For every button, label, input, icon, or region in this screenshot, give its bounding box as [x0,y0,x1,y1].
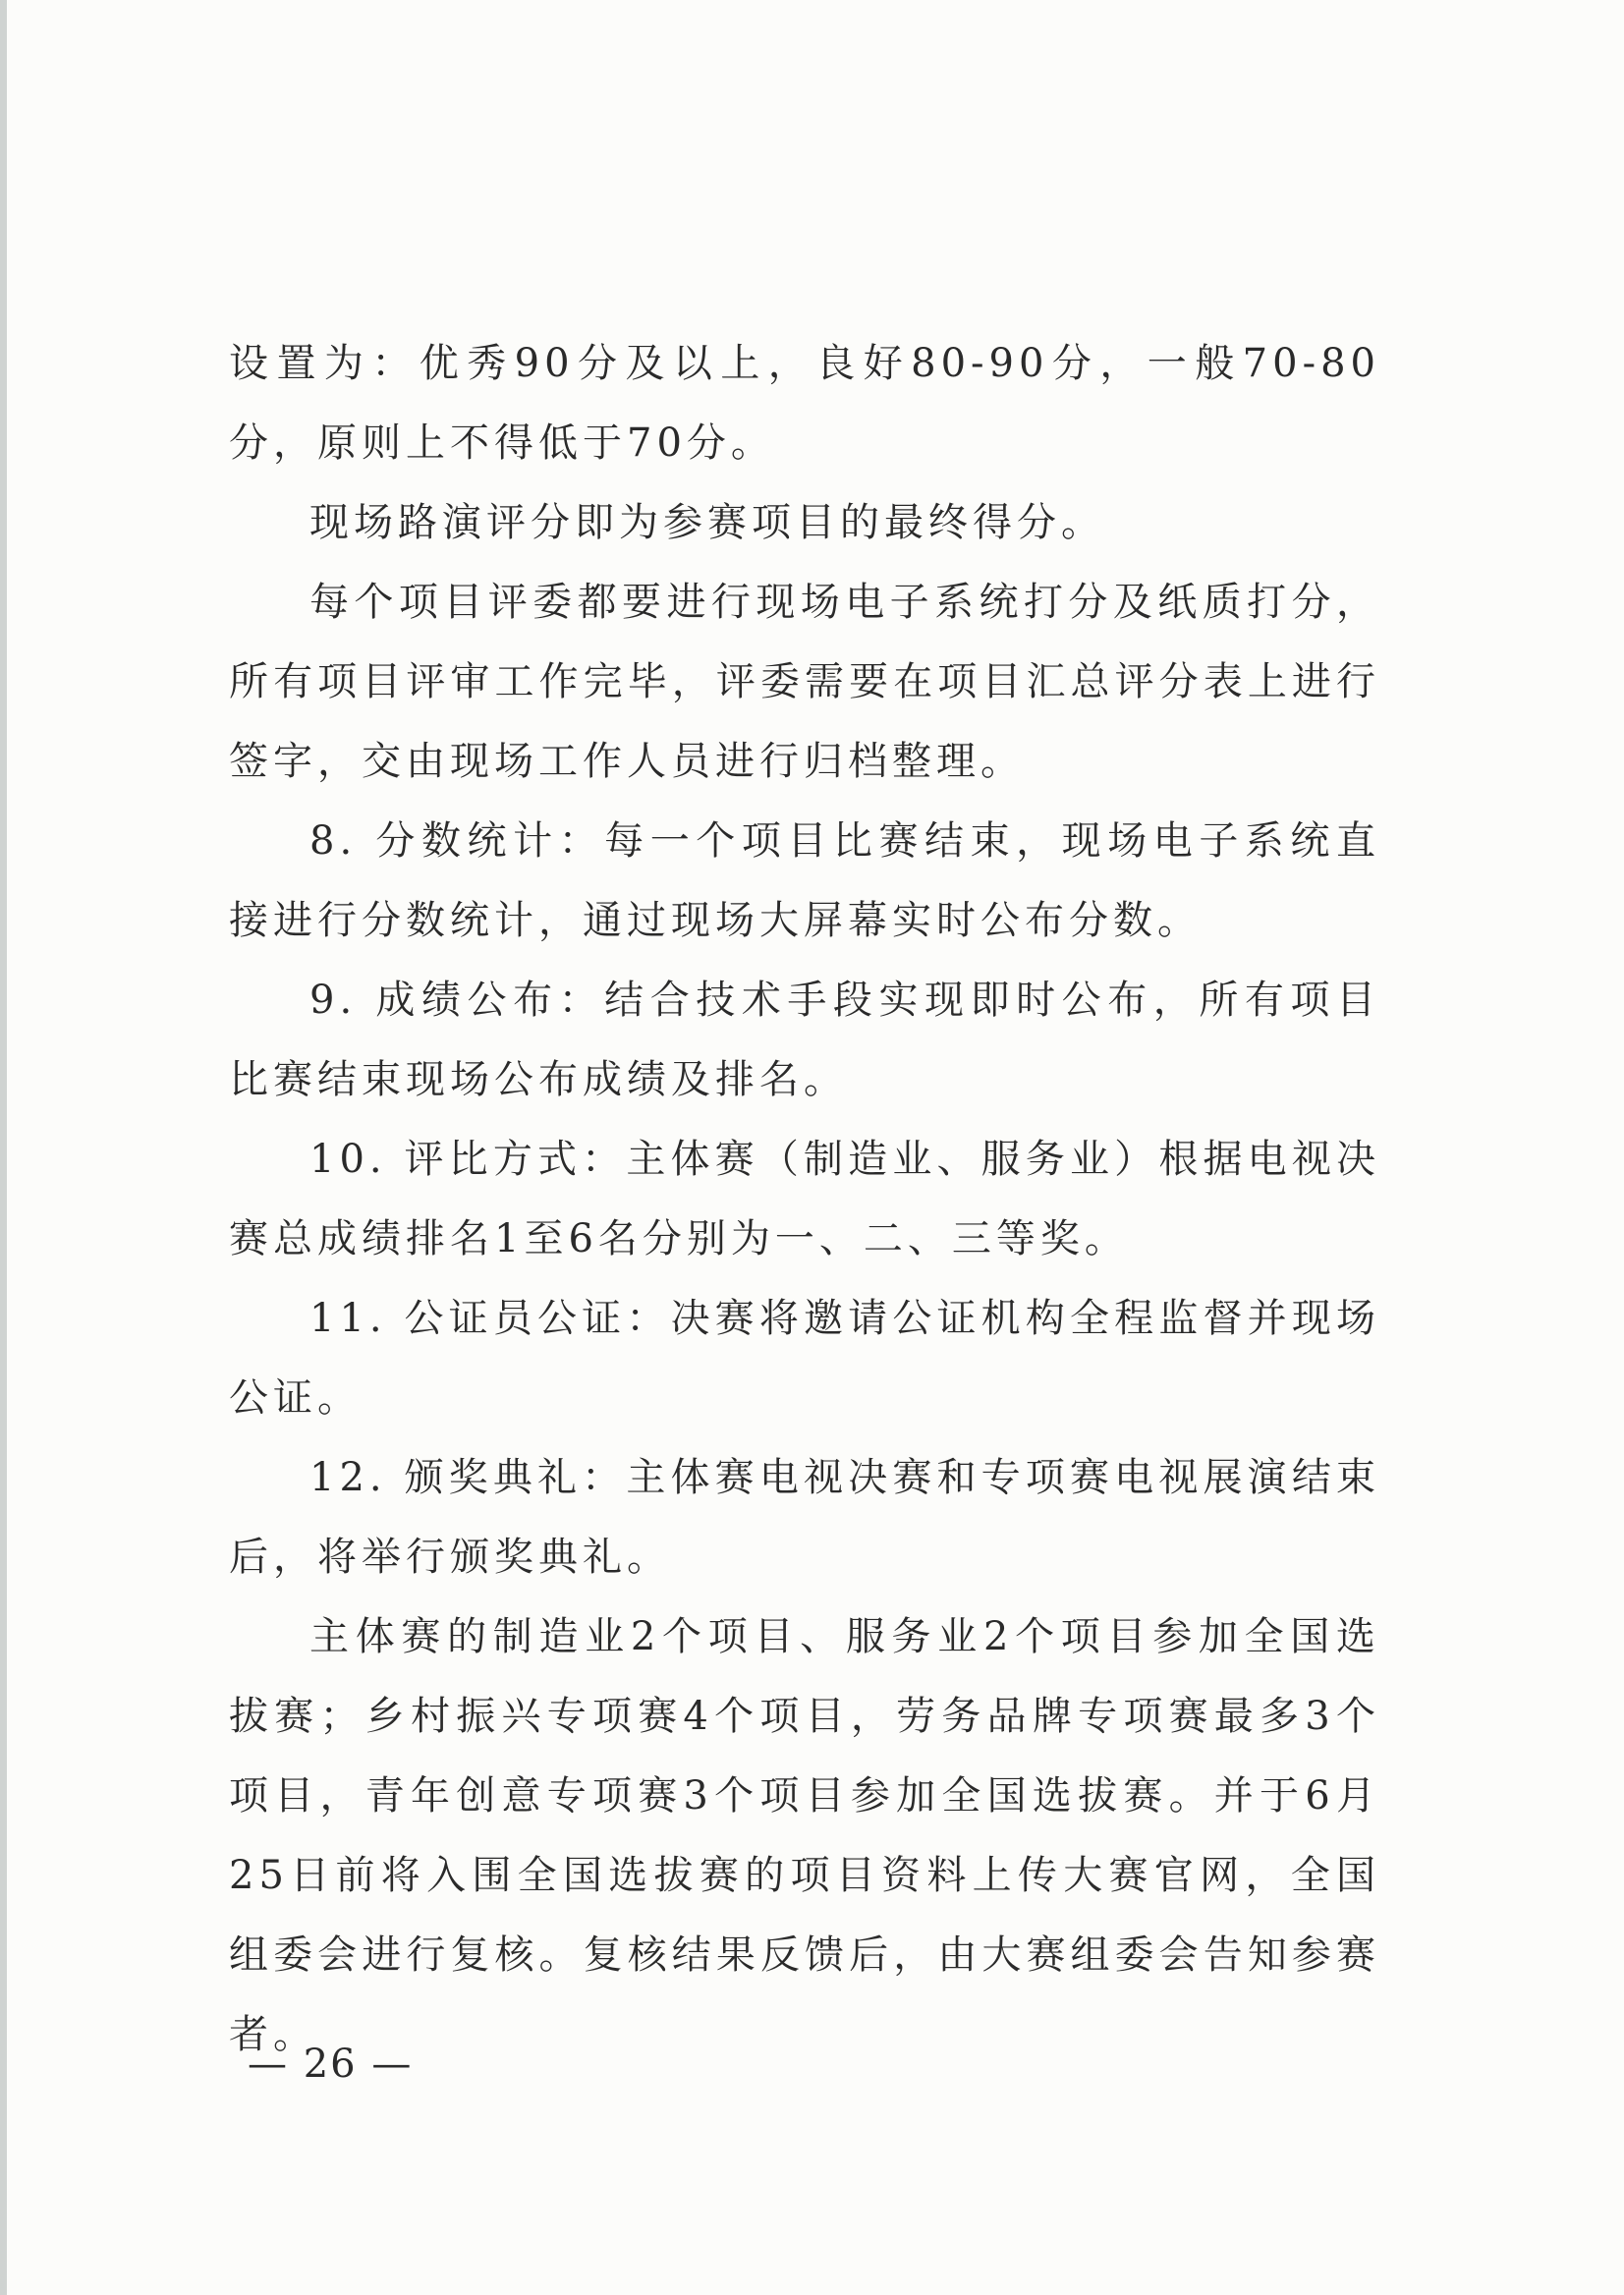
paragraph-final-score: 现场路演评分即为参赛项目的最终得分。 [309,500,1105,545]
paragraph-judging-process: 每个项目评委都要进行现场电子系统打分及纸质打分，所有项目评审工作完毕，评委需要在项目汇总评分表上进行签字，交由现场工作人员进行归档整理。 [229,580,1380,784]
paragraph-national-selection: 主体赛的制造业2个项目、服务业2个项目参加全国选拔赛；乡村振兴专项赛4个项目，劳务品牌专项赛最多3个项目，青年创意专项赛3个项目参加全国选拔赛。并于6月25日前将入围全国选拔赛的项目资料上传大赛官网，全国组委会进行复核。复核结果反馈后，由大赛组委会告知参赛者。 [229,1614,1380,2057]
page-number: — 26 — [248,2042,414,2087]
paragraph-evaluation-method: 10. 评比方式：主体赛（制造业、服务业）根据电视决赛总成绩排名1至6名分别为一、二、三等奖。 [229,1137,1380,1261]
paragraph-score-statistics: 8. 分数统计：每一个项目比赛结束，现场电子系统直接进行分数统计，通过现场大屏幕实时公布分数。 [229,818,1380,943]
paragraph-award-ceremony: 12. 颁奖典礼：主体赛电视决赛和专项赛电视展演结束后，将举行颁奖典礼。 [229,1455,1380,1580]
document-body [229,324,1380,2075]
paragraph-results-announcement: 9. 成绩公布：结合技术手段实现即时公布，所有项目比赛结束现场公布成绩及排名。 [229,978,1380,1102]
scan-edge [0,0,7,2295]
paragraph-notary: 11. 公证员公证：决赛将邀请公证机构全程监督并现场公证。 [229,1296,1380,1421]
paragraph-score-levels: 设置为：优秀90分及以上，良好80-90分，一般70-80分，原则上不得低于70分。 [229,341,1380,466]
